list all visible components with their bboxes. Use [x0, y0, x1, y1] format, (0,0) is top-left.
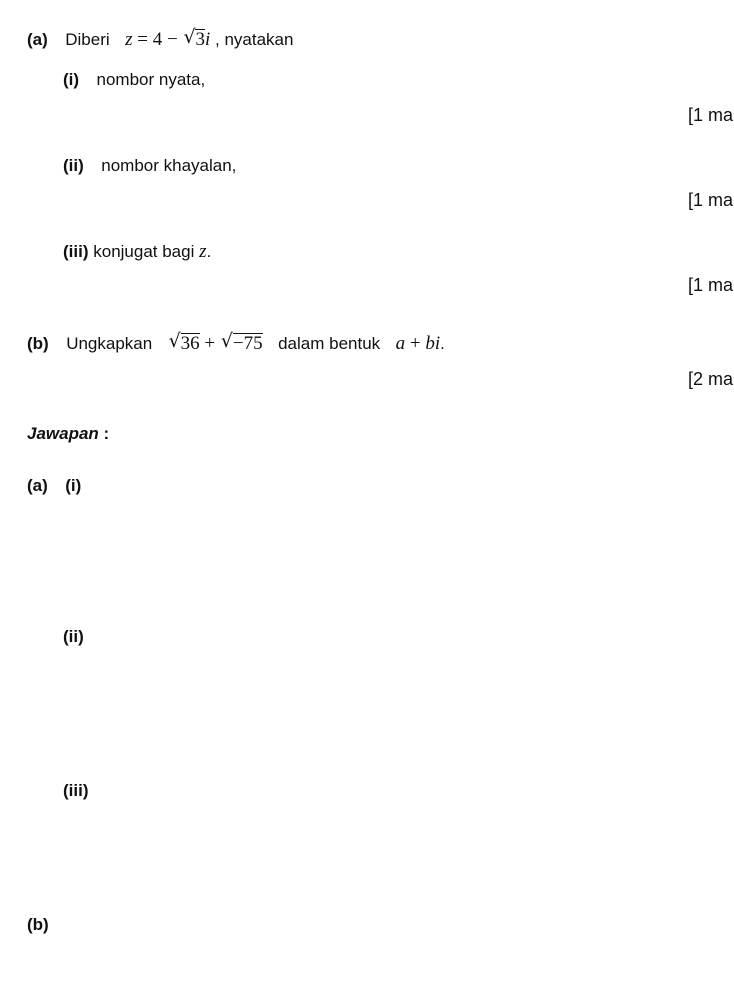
marks-label: [1 ma [688, 105, 734, 125]
part-label: (i) [63, 70, 80, 89]
question-a-text: Diberi [65, 30, 110, 49]
question-a-iii-line: (iii) konjugat bagi z. [63, 241, 212, 262]
question-a-i-line [63, 70, 205, 90]
sqrt-symbol: √ 3 [183, 26, 205, 50]
question-a-ii-line [63, 156, 236, 176]
answer-heading: Jawapan : [27, 424, 110, 443]
sqrt-symbol: √ −75 [220, 330, 263, 354]
question-a-line [27, 26, 294, 51]
question-b-text-mid: dalam bentuk [278, 334, 381, 353]
question-a-text-after: , nyatakan [215, 30, 294, 49]
question-b-expression: √ 36 + √ −75 [168, 330, 263, 354]
answer-iii-label: (iii) [63, 781, 89, 800]
question-a-label: (a) [27, 30, 48, 49]
question-b-text: Ungkapkan [66, 334, 153, 353]
part-text: nombor nyata, [96, 70, 206, 89]
part-label: (ii) [63, 156, 84, 175]
part-text: konjugat bagi [93, 242, 195, 261]
part-text: nombor khayalan, [101, 156, 237, 175]
answer-a-i-label: (a) (i) [27, 476, 82, 495]
question-b-label: (b) [27, 334, 49, 353]
answer-b-label: (b) [27, 915, 49, 934]
marks-label: [1 ma [688, 190, 734, 210]
question-b-form: a + bi [395, 333, 441, 354]
math-z: z [199, 241, 207, 262]
question-b-line: (b) Ungkapkan √ 36 + √ −75 dalam bentuk a + bi. [27, 330, 445, 354]
sqrt-symbol: √ 36 [168, 330, 200, 354]
answer-ii-label: (ii) [63, 627, 84, 646]
question-a-expression: z = 4 − √ 3i [125, 26, 211, 50]
marks-label: [1 ma [688, 275, 734, 295]
part-label: (iii) [63, 242, 89, 261]
marks-label: [2 ma [688, 369, 734, 389]
